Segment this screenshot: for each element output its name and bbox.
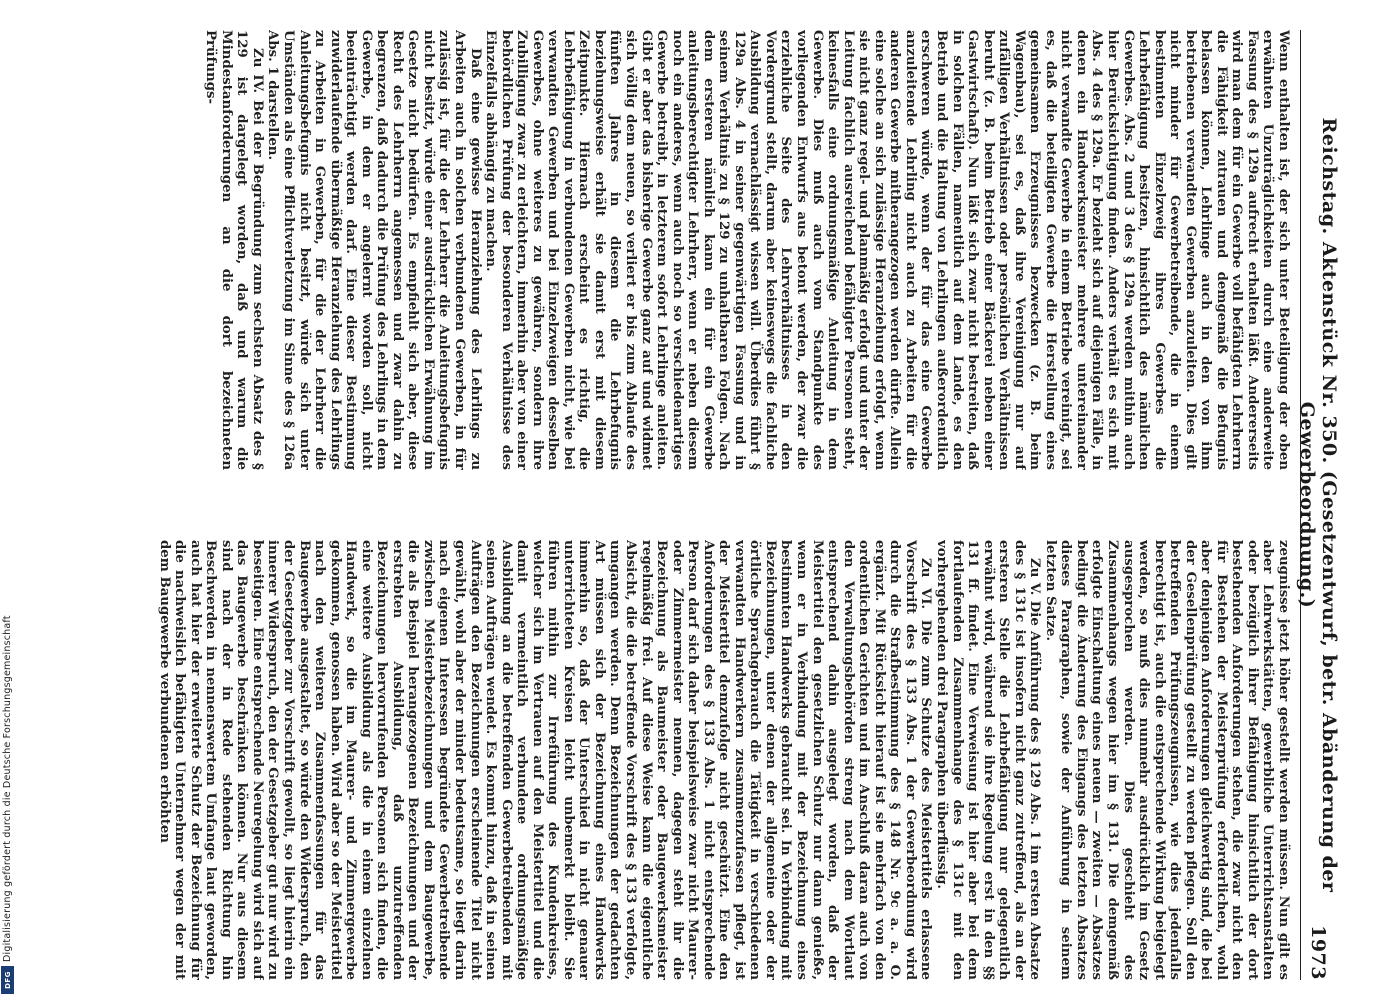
dfg-logo-text: DFG: [3, 971, 12, 989]
paragraph: Wenn enthalten ist, der sich unter Beteiligung der oben erwähnten Unzuträglichkeiten durch eine anderweite Fassung des § 129a aufrecht erhalten läßt. Andererseits wird man dem für ein Gewerbe voll befähigten Lehrherrn die Fähigkeit zutrauen und demgemäß die Befugnis belassen können, Lehrlinge auch in den von ihm betriebenen verwandten Gewerben anzuleiten. Dies gilt nicht minder für Gewerbetreibende, die in einem bestimmten Einzelzweig ihres Gewerbes die Lehrbefähigung besitzen, hinsichtlich des nämlichen Gewerbes. Abs. 2 und 3 des § 129a werden mithin auch hier Berücksichtigung finden. Anders verhält es sich mit Abs. 4 des § 129a. Er bezieht sich auf diejenigen Fälle, in denen ein Handwerksmeister mehrere untereinander nicht verwandte Gewerbe in einem Betriebe vereinigt, sei es, daß die beteiligten Gewerbe die Herstellung eines gemeinsamen Erzeugnisses bezwecken (z. B. beim Wagenbau), sei es, daß ihre Vereinigung nur auf zufälligen Verhältnissen oder persönlichen Verhältnissen beruht (z. B. beim Betrieb einer Bäckerei neben einer Gastwirtschaft). Nun läßt sich zwar nicht bestreiten, daß in solchen Fällen, namentlich auf dem Lande, es den Betrieb und die Haltung von Lehrlingen außerordentlich erschweren würde, wenn der für das eine Gewerbe anzuleitende Lehrling nicht auch zu Arbeiten für die anderen Gewerbe mitherangezogen werden dürfte. Allein eine solche an sich zulässige Heranziehung erfolgt, wenn sie nicht ganz regel- und planmäßig erfolgt und unter der Leitung fachlich ausreichend befähigter Personen steht, keinesfalls eine ordnungsmäßige Anleitung in dem Gewerbe. Dies muß auch vom Standpunkte des vorliegenden Entwurfs aus betont werden, der zwar die erziehliche Seite des Lehrverhältnisses in den Vordergrund stellt, darum aber keineswegs die fachliche Ausbildung vernachlässigt wissen will. Überdies führt § 129a Abs. 4 in seiner gegenwärtigen Fassung und in seinem Verhältnis zu § 129 zu unhaltbaren Folgen. Nach dem ersteren nämlich kann ein für ein Gewerbe anleitungsberechtigter Lehrherr, wenn er neben diesem noch ein anderes, wenn auch noch so verschiedenartiges Gewerbe betreibt, in letzterem sofort Lehrlinge anleiten. Gibt er aber das bisherige Gewerbe ganz auf und widmet sich völlig dem neuen, so verliert er bis zum Ablaufe des fünften Jahres in diesem die Lehrbefugnis beziehungsweise erhält sie damit erst mit diesem Zeitpunkte. Hiernach erscheint es richtig, die Lehrbefähigung in verbundenen Gewerben nicht, wie bei verwandten Gewerben und bei Einzelzweigen desselben Gewerbes, ohne weiteres zu gewähren, sondern ihre Zubilligung zwar zu erleichtern, immerhin aber von einer behördlichen Prüfung der besonderen Verhältnisse des Einzelfalls abhängig zu machen.: [483, 30, 1291, 470]
dfg-logo-icon: [1, 966, 14, 994]
page-header: [1296, 30, 1340, 980]
page-number: 1973: [1307, 925, 1329, 980]
footer-strip: [0, 0, 16, 1000]
paragraph: zeugnisse jetzt höher gestellt werden müssen. Nun gilt es aber Lehrwerkstätten, gewerbliche Unterrichtsanstalten oder bezüglich ihrer Befähigung hinsichtlich der dort bestehenden Anforderungen stehen, die zwar nicht den für Bestehen der Meisterprüfung erforderlichen, wohl aber denjenigen Anforderungen gleichwertig sind, die bei der Gesellenprüfung gestellt zu werden pflegen. Soll den betreffenden Prüfungszeugnissen, wie dies jedenfalls berechtigt ist, auch die entsprechende Wirkung beigelegt werden, so muß dies nunmehr ausdrücklich im Gesetz ausgesprochen werden. Dies geschieht des Zusammenhangs wegen hier im § 131. Die demgemäß erfolgte Einschaltung eines neuen — zweiten — Absatzes bedingt die Änderung des Eingangs des letzten Absatzes dieses Paragraphen, sowie der Anführung in seinem letzten Satze.: [1042, 540, 1291, 980]
paragraph: Zu V. Die Anführung des § 129 Abs. 1 im ersten Absatze des § 131c ist insofern nicht ganz zutreffend, als an der ersteren Stelle die Lehrbefähigung nur gelegentlich erwähnt wird, während sie ihre Regelung erst in den §§ 131 ff. findet. Eine Verweisung ist hier aber bei dem fortlaufenden Zusammenhange des § 131c mit den vorhergehenden drei Paragraphen überflüssig.: [933, 540, 1043, 980]
text-columns: [81, 30, 1291, 980]
document-page: [70, 30, 1340, 980]
paragraph: Zu IV. Bei der Begründung zum sechsten Absatz des § 129 ist dargelegt worden, daß und warum die Mindestanforderungen an die dort bezeichneten Prüfungs-: [203, 30, 265, 470]
right-column: [81, 540, 1291, 980]
paragraph: Zu VI. Die zum Schutze des Meistertitels erlassene Vorschrift des § 133 Abs. 1 der Gewerbeordnung wird durch die Strafbestimmung des § 148 Nr. 9c a. a. O. ergänzt. Mit Rücksicht hierauf ist sie mehrfach von den ordentlichen Gerichten und im Anschluß daran auch von den Verwaltungsbehörden streng nach dem Wortlaut entsprechend dahin ausgelegt worden, daß der Meistertitel den gesetzlichen Schutz nur dann genieße, wenn er in Verbindung mit der Bezeichnung eines bestimmten Handwerks gebraucht sei. In Verbindung mit Bezeichnungen, unter denen der allgemeine oder der örtliche Sprachgebrauch die Tätigkeit in verschiedenen verwandten Handwerkern zusammenzufassen pflegt, ist der Meistertitel demzufolge nicht geschützt. Eine den Anforderungen des § 133 Abs. 1 nicht entsprechende Person darf sich daher beispielsweise zwar nicht Maurer- oder Zimmermeister nennen, dagegen steht ihr die Bezeichnung als Baumeister oder Baugewerksmeister regelmäßig frei. Auf diese Weise kann die eigentliche Absicht, die die betreffende Vorschrift des § 133 verfolgte, umgangen werden. Denn Bezeichnungen der gedachten Art müssen sich der Bezeichnung eines Handwerks immerhin so, daß der Unterschied in nicht genauer unterrichteten Kreisen leicht unbemerkt bleibt. Sie führen mithin zur Irreführung des Kundenkreises, welcher sich im Vertrauen auf den Meistertitel und die damit vermeintlich verbundene ordnungsmäßige Ausbildung an die betreffenden Gewerbetreibenden mit seinen Aufträgen wendet. Es kommt hinzu, daß in seinen Aufträgen den Bezeichnungen erscheinende Titel nicht gewählt, wohl aber der minder bedeutsame, so liegt darin nach eigenen Interessen begründete Gewerbetreibende zwischen Meisterbezeichnungen und dem Baugewerbe, die als Beispiel herangezogenen Bezeichnungen und der erstrebten Ausbildung, daß unzutreffenden Bezeichnungen hervorrufenden Personen sich finden, die eine weitere Ausbildung als die in einem einzelnen Handwerk, so die im Maurer- und Zimmergewerbe gekommen, genossen haben. Wird aber so der Meistertitel nach den weiteren Zusammenfassungen für das Baugewerbe ausgestaltet, so würde den Widerspruch, den der Gesetzgeber zur Vorschrift gewollt, so liegt hierin ein innerer Widerspruch, den der Gesetzgeber gut nur wird zu beseitigen. Eine entsprechende Neuregelung wird sich auf das Baugewerbe beschränken können. Nur aus diesem sind nach der in Rede stehenden Richtung hin Beschwerden in nennenswertem Umfange laut geworden, auch hat hier der erweiterte Schutz der Bezeichnung für die nachweislich befähigten Unternehmer wegen der mit dem Baugewerbe verbundenen erhöhten: [156, 540, 934, 980]
header-title: Reichstag. Aktenstück Nr. 350. (Gesetzentwurf, betr. Abänderung der Gewerbeordnung.): [1296, 117, 1340, 893]
digitization-credit: Digitalisierung gefördert durch die Deutsche Forschungsgemeinschaft: [2, 615, 13, 962]
paragraph: Daß eine gewisse Heranziehung des Lehrlings zu Arbeiten auch in solchen verbundenen Gewerben, in für zulässig ist, für die der Lehrherr die Anleitungsbefugnis nicht besitzt, würde einer ausdrücklichen Erwähnung im Gesetze nicht bedürfen. Es empfiehlt sich aber, diese Recht des Lehrherrn angemessen und zwar dahin zu begrenzen, daß dadurch die Prüfung des Lehrlings in dem Gewerbe, in dem er angelernt worden soll, nicht beeinträchtigt werden darf. Eine dieser Bestimmung zuwiderlaufende übermäßige Heranziehung des Lehrlings zu Arbeiten in Gewerben, für die der Lehrherr die Anleitungsbefugnis nicht besitzt, würde sich unter Umständen als eine Pflichtverletzung im Sinne des § 126a Abs. 1 darstellen.: [265, 30, 483, 470]
left-column: [81, 30, 1291, 470]
